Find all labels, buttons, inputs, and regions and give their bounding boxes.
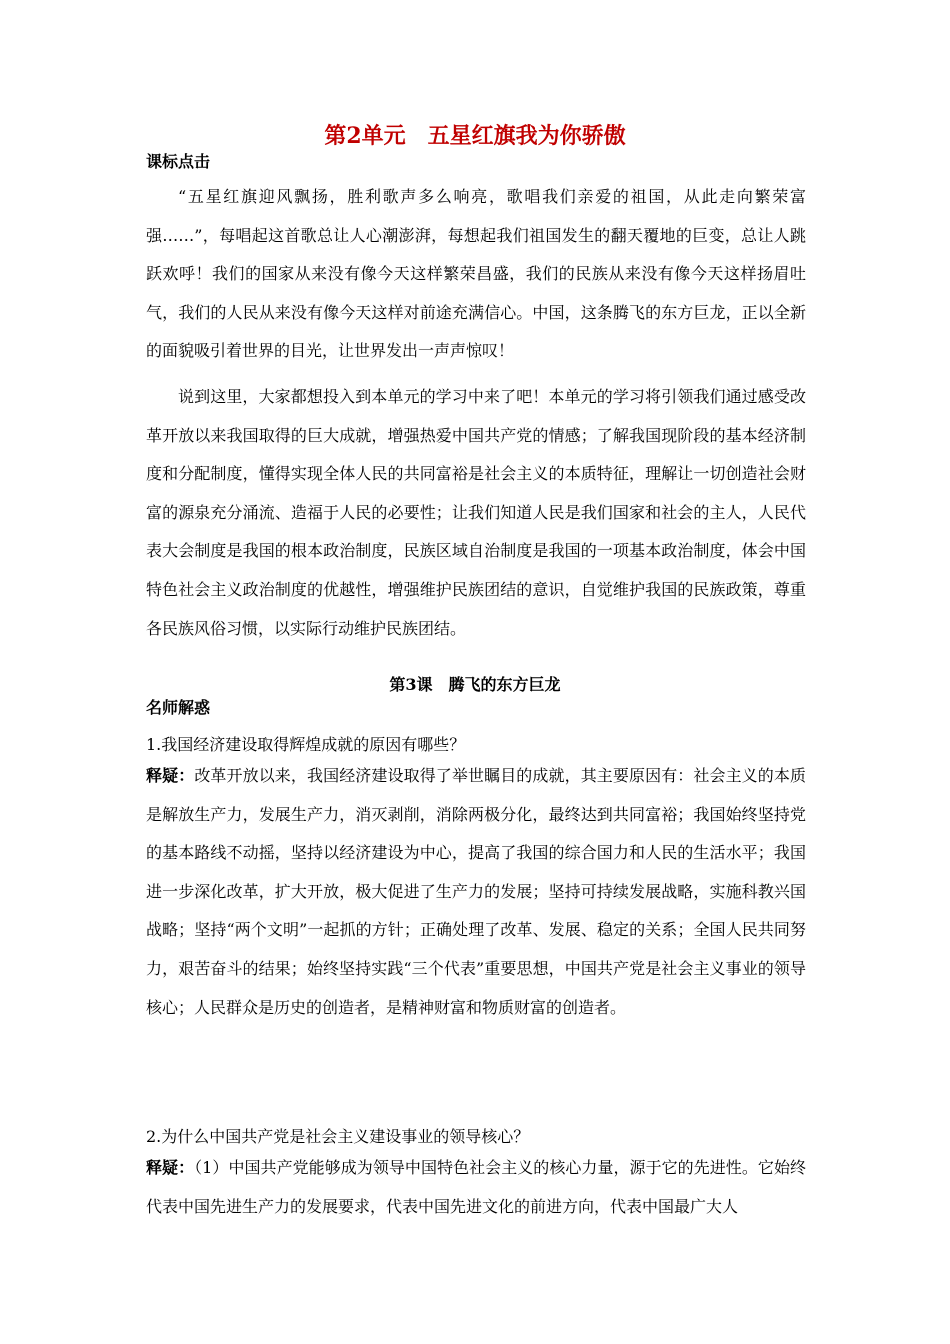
section-heading-curriculum: 课标点击 [146,152,211,171]
answer-label: 释疑： [146,1158,195,1177]
section-heading-explanation: 名师解惑 [146,698,211,717]
intro-paragraph-2: 说到这里，大家都想投入到本单元的学习中来了吧！本单元的学习将引领我们通过感受改革开放以来我国取得的巨大成就，增强热爱中国共产党的情感；了解我国现阶段的基本经济制度和分配制度，懂得实现全体人民的共同富裕是社会主义的本质特征，理解让一切创造社会财富的源泉充分涌流、造福于人民的必要性；让我们知道人民是我们国家和社会的主人，人民代表大会制度是我国的根本政治制度，民族区域自治制度是我国的一项基本政治制度，体会中国特色社会主义政治制度的优越性，增强维护民族团结的意识，自觉维护我国的民族政策，尊重各民族风俗习惯，以实际行动维护民族团结。 [146,387,806,638]
answer-1 [146,757,806,1027]
lesson-title: 第3课 腾飞的东方巨龙 [389,675,561,694]
answer-1-text: 改革开放以来，我国经济建设取得了举世瞩目的成就，其主要原因有：社会主义的本质是解放生产力，发展生产力，消灭剥削，消除两极分化，最终达到共同富裕；我国始终坚持党的基本路线不动摇，坚持以经济建设为中心，提高了我国的综合国力和人民的生活水平；我国进一步深化改革，扩大开放，极大促进了生产力的发展；坚持可持续发展战略，实施科教兴国战略；坚持“两个文明”一起抓的方针；正确处理了改革、发展、稳定的关系；全国人民共同努力，艰苦奋斗的结果；始终坚持实践“三个代表”重要思想，中国共产党是社会主义事业的领导核心；人民群众是历史的创造者，是精神财富和物质财富的创造者。 [146,766,806,1017]
answer-label: 释疑： [146,766,195,785]
intro-paragraph-1: “五星红旗迎风飘扬，胜利歌声多么响亮，歌唱我们亲爱的祖国，从此走向繁荣富强……”，每唱起这首歌总让人心潮澎湃，每想起我们祖国发生的翻天覆地的巨变，总让人跳跃欢呼！我们的国家从来没有像今天这样繁荣昌盛，我们的民族从来没有像今天这样扬眉吐气，我们的人民从来没有像今天这样对前途充满信心。中国，这条腾飞的东方巨龙，正以全新的面貌吸引着世界的目光，让世界发出一声声惊叹！ [146,187,806,361]
question-1: 1.我国经济建设取得辉煌成就的原因有哪些？ [146,735,466,754]
question-2: 2.为什么中国共产党是社会主义建设事业的领导核心？ [146,1127,530,1146]
unit-title: 第2单元 五星红旗我为你骄傲 [324,123,626,149]
answer-2-text: （1）中国共产党能够成为领导中国特色社会主义的核心力量，源于它的先进性。它始终代表中国先进生产力的发展要求，代表中国先进文化的前进方向，代表中国最广大人 [146,1158,806,1216]
answer-2 [146,1149,806,1226]
